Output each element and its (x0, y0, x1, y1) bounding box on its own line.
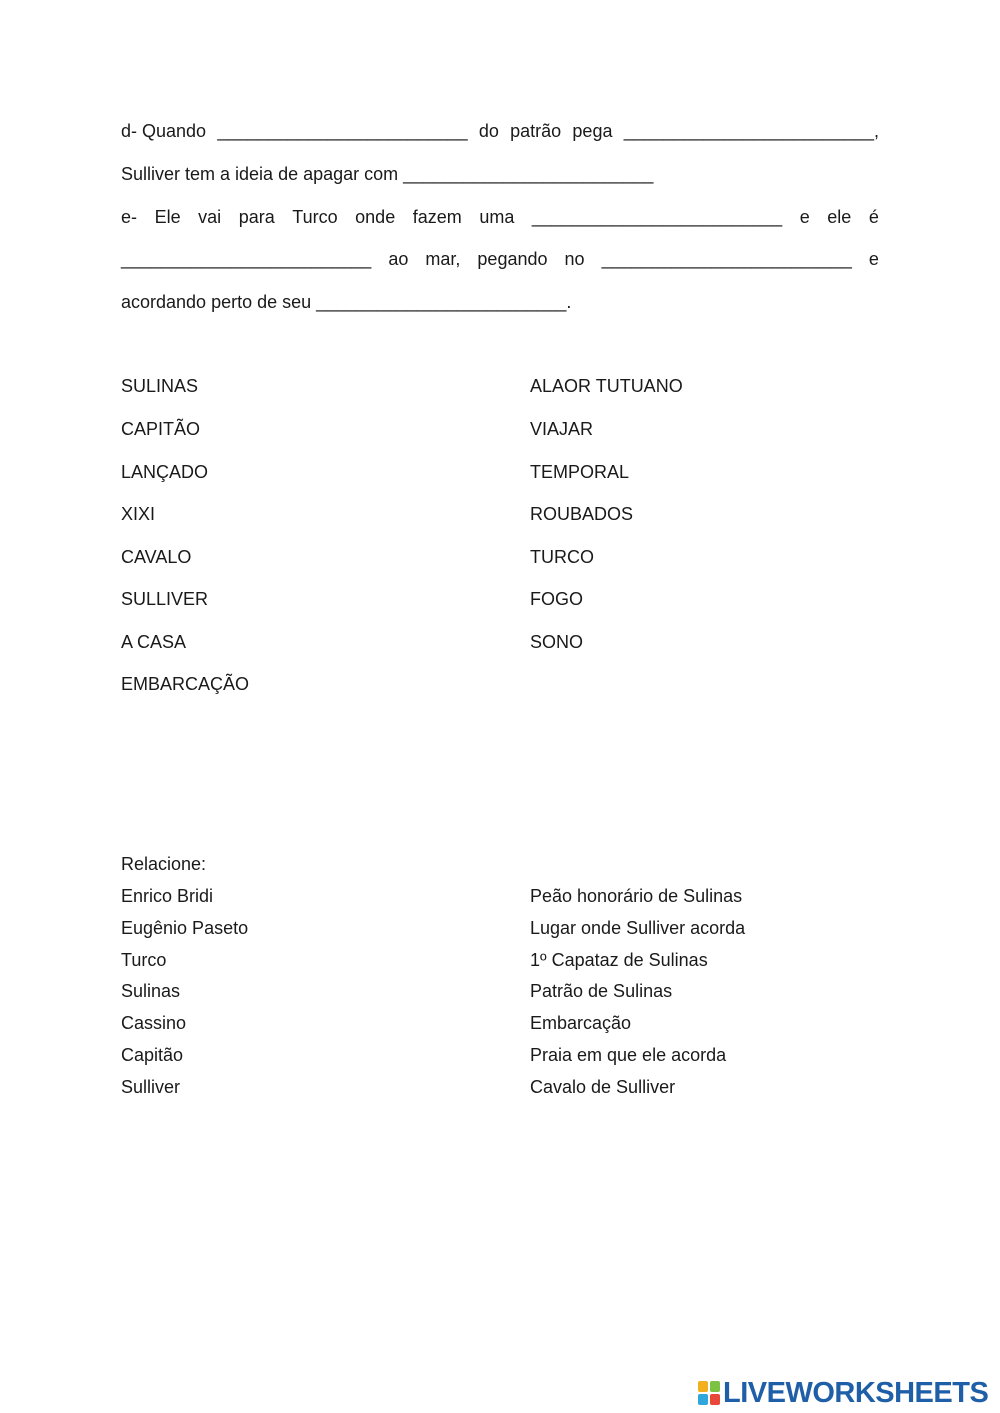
match-left-item[interactable]: Enrico Bridi (121, 886, 214, 906)
fill-text: fazem (412, 207, 462, 227)
fill-line-3 (121, 206, 879, 228)
word-bank-item: XIXI (121, 504, 156, 524)
fill-text: no (564, 249, 585, 269)
word-bank-item: LANÇADO (121, 462, 209, 482)
match-right-item[interactable]: Praia em que ele acorda (530, 1045, 727, 1065)
liveworksheets-logo (698, 1377, 988, 1409)
fill-text: patrão (510, 121, 562, 141)
fill-text: para (238, 207, 275, 227)
word-bank-item: FOGO (530, 589, 583, 609)
match-right-item[interactable]: 1º Capataz de Sulinas (530, 950, 708, 970)
fill-text: é (868, 207, 879, 227)
fill-text: e- (121, 207, 138, 227)
match-right-item[interactable]: Embarcação (530, 1013, 632, 1033)
answer-blank[interactable]: _________________________, (623, 121, 879, 141)
word-bank-item: A CASA (121, 632, 187, 652)
word-bank-item: CAPITÃO (121, 419, 201, 439)
answer-blank[interactable]: _________________________ (531, 207, 783, 227)
fill-text: mar, (425, 249, 461, 269)
answer-blank[interactable]: _________________________ (121, 249, 372, 269)
match-left-item[interactable]: Sulliver (121, 1077, 181, 1097)
logo-mark-icon (698, 1381, 720, 1405)
fill-text: d- Quando (121, 121, 207, 141)
fill-text: ao (388, 249, 409, 269)
fill-text: ele (827, 207, 852, 227)
match-right-item[interactable]: Peão honorário de Sulinas (530, 886, 743, 906)
word-bank-item: ALAOR TUTUANO (530, 376, 683, 396)
word-bank-item: ROUBADOS (530, 504, 634, 524)
fill-text: e (868, 249, 879, 269)
match-left-item[interactable]: Turco (121, 950, 167, 970)
word-bank-item: VIAJAR (530, 419, 594, 439)
word-bank-item: EMBARCAÇÃO (121, 674, 250, 694)
match-left-item[interactable]: Capitão (121, 1045, 184, 1065)
answer-blank[interactable]: _________________________ (601, 249, 852, 269)
fill-line-4 (121, 248, 879, 270)
fill-line-2[interactable]: Sulliver tem a ideia de apagar com _________________________ (121, 164, 654, 184)
fill-line-5[interactable]: acordando perto de seu _________________________. (121, 292, 572, 312)
fill-text: uma (479, 207, 515, 227)
fill-text: do (478, 121, 499, 141)
logo-text: LIVEWORKSHEETS (723, 1376, 989, 1409)
fill-line-1 (121, 120, 879, 142)
relacione-heading: Relacione: (121, 854, 207, 874)
fill-text: vai (198, 207, 222, 227)
word-bank-item: SONO (530, 632, 584, 652)
word-bank-item: SULINAS (121, 376, 199, 396)
match-right-item[interactable]: Cavalo de Sulliver (530, 1077, 676, 1097)
match-right-item[interactable]: Patrão de Sulinas (530, 981, 673, 1001)
fill-text: pegando (477, 249, 548, 269)
fill-text: Turco (292, 207, 338, 227)
fill-text: e (799, 207, 810, 227)
match-left-item[interactable]: Cassino (121, 1013, 187, 1033)
fill-text: pega (572, 121, 613, 141)
match-left-item[interactable]: Sulinas (121, 981, 181, 1001)
fill-text: onde (355, 207, 396, 227)
match-left-item[interactable]: Eugênio Paseto (121, 918, 249, 938)
fill-text: Ele (154, 207, 181, 227)
word-bank-item: SULLIVER (121, 589, 209, 609)
word-bank-item: CAVALO (121, 547, 192, 567)
word-bank-item: TURCO (530, 547, 594, 567)
answer-blank[interactable]: _________________________ (217, 121, 468, 141)
match-right-item[interactable]: Lugar onde Sulliver acorda (530, 918, 746, 938)
word-bank-item: TEMPORAL (530, 462, 630, 482)
